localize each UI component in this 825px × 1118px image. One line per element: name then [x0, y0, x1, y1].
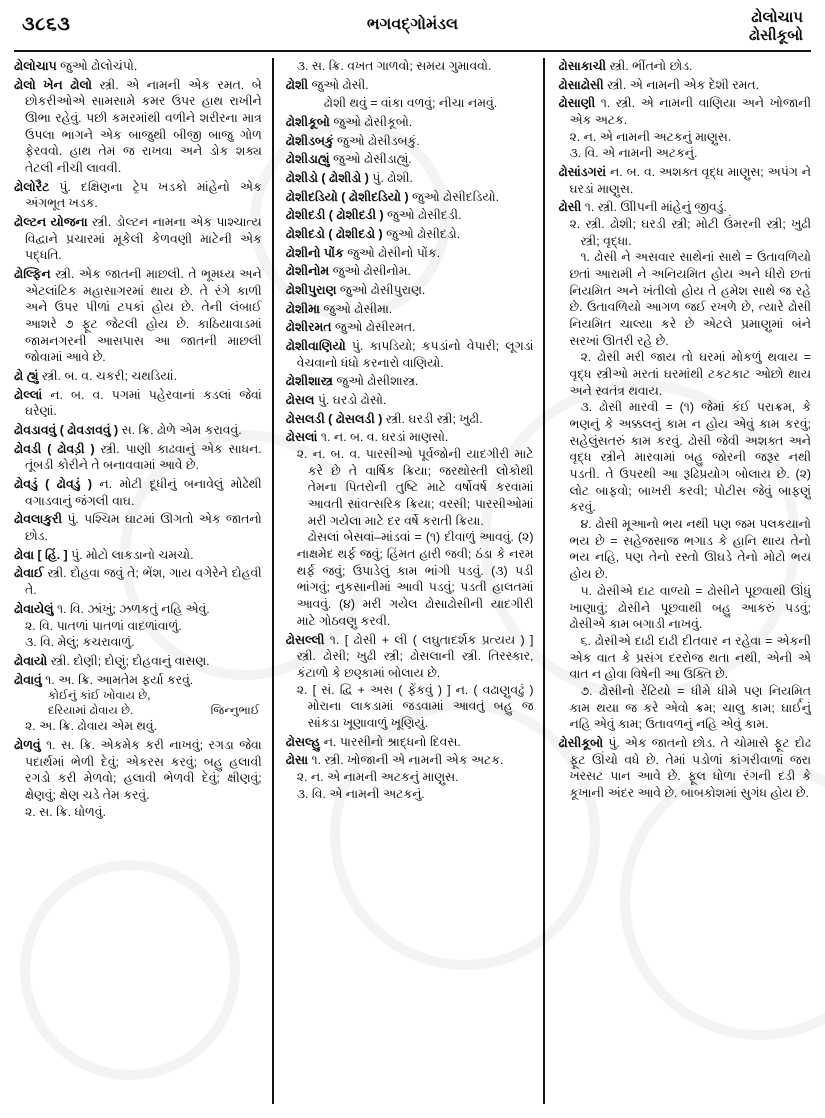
- page-header: [0, 0, 825, 52]
- phrase: ઢોશી થવું = વાંકા વળવું; નીચા નમવું.: [323, 96, 498, 111]
- verse-line: કોઈનું કાંઈ ખોવાય છે,: [48, 689, 151, 703]
- headword: ઢોસલ્લી: [285, 632, 325, 647]
- dictionary-entry: [286, 319, 534, 336]
- definition: સ. ક્રિ. વખત ગાળવો; સમય ગુમાવવો.: [311, 59, 492, 73]
- headword: ઢોસાઢોસી: [558, 77, 604, 92]
- dictionary-entry: [14, 547, 262, 564]
- sense-number: ૧.: [45, 672, 55, 687]
- headword: ઢોલ્લાં: [14, 387, 43, 402]
- sense-number: ૨.: [25, 804, 36, 819]
- definition: જુઓ ઢોસીદડી.: [387, 208, 462, 223]
- headword: ઢોવડાવવું ( ઢોવઙાવવું ): [14, 423, 119, 438]
- headword: ઢોશીપુરાણ: [285, 283, 337, 298]
- definition: અ. ક્રિ. ઢોવાય એમ થવું.: [39, 719, 158, 734]
- headword: ઢોલો ખેન ઢોલો: [14, 77, 92, 92]
- headword: ઢોસાકાચી: [558, 59, 607, 73]
- sense-number: ૨.: [296, 447, 308, 462]
- definition: સ્ત્રી. ઘરડી સ્ત્રી; ખુઢી.: [385, 411, 483, 426]
- dictionary-entry: [14, 441, 262, 474]
- definition: જુઓ ઢોસીપુરાણ.: [339, 283, 426, 298]
- sense-number: ૨.: [296, 682, 308, 697]
- headword: ઢોસીકૂબો: [558, 735, 604, 750]
- column-divider-2: [543, 58, 545, 1104]
- sense-number: ૧.: [320, 430, 331, 445]
- headword: ઢોવાવું: [14, 672, 42, 687]
- definition: ન. પારસીનો શ્રાદ્ધનો દિવસ.: [323, 734, 461, 749]
- headword: ઢોવલાકુરી: [14, 512, 63, 527]
- definition: જુઓ ઢોસીનોમ.: [332, 264, 411, 279]
- definition: પું. ઘરડો ઢોસો.: [317, 393, 387, 408]
- definition: સ્ત્રી. ડોલ્ટન નામના એક પાશ્ચાત્ય વિદ્વાને પ્રચારમાં મૂકેલી કેળવણી માટેની એક પદ્ધતિ.: [25, 215, 262, 263]
- headword: ઢોલોચાપ: [14, 59, 57, 73]
- idiom-phrase: ૪. ઢોસી મૂઆનો ભય નથી પણ જમ પલકયાનો ભય છે = સહેજસાજ ભગાડ કે હાનિ થાય તેનો ભય નહિ, પણ તેનો રસ્તો ઊઘડે તેનો મોટો ભય હોય છે.: [569, 517, 811, 582]
- dictionary-entry: [14, 422, 262, 439]
- header-rule: [14, 50, 811, 52]
- book-title: ભગવદ્ગોમંડલ: [366, 16, 459, 33]
- dictionary-entry: [14, 737, 262, 820]
- headword: ઢોસા: [285, 753, 309, 768]
- dictionary-entry: [286, 245, 534, 262]
- sense-number: ૨.: [25, 618, 36, 633]
- headword: ઢોસી: [558, 200, 582, 215]
- definition: જુઓ ઢોસીમા.: [323, 301, 393, 316]
- headword: ઢોવાયો: [14, 653, 48, 668]
- dictionary-entry: [14, 565, 262, 598]
- dictionary-entry: [286, 373, 534, 390]
- headword: ઢોશીદડી ( ઢોશીદડી ): [285, 208, 384, 223]
- column-divider-1: [272, 58, 274, 1104]
- dictionary-entry: [14, 672, 262, 735]
- dictionary-entry: [14, 601, 262, 651]
- dictionary-entry: [286, 189, 534, 206]
- dictionary-entry: [14, 476, 262, 509]
- definition: જુઓ ઢોલોચંપો.: [60, 59, 138, 73]
- definition: જુઓ ઢોસી.: [311, 77, 369, 92]
- definition: પું. દક્ષિણના ટ્રેપ ખડકો માંહેનો એક અંગભૂત ખડક.: [25, 179, 262, 211]
- definition: સ્ત્રી. ઢોશી; ઘરડી સ્ત્રી; મોટી ઉંમરની સ્ત્રી; ખુઢી સ્ત્રી; વૃદ્ધા.: [580, 217, 811, 248]
- definition: જુઓ ઢોસીડબકું.: [337, 133, 420, 148]
- idiom-phrase: ૫. ઢોસીએ દાટ વાળ્યો = ઢોસીને પૂછવાથી ઊંધું ખાણાવું; ઢોસીને પૂછવાથી બહુ આકરું પડવું; ઢોસીએ કામ બગાડી નાખવું.: [569, 583, 811, 632]
- headword: ઢોલોરૈટ: [14, 179, 50, 194]
- continued-sense: [286, 58, 534, 75]
- definition: જુઓ ઢોસીડાહ્યું.: [333, 152, 412, 167]
- definition: સ. ક્રિ. એકમેક કરી નાખવું; રગડા જેવા પદાર્થમાં ભેળી દેવું; એકરસ કરવું; બહુ હલાવી રગડો કરી મેળવો; હલાવી ભેળવી દેવું; ક્ષીણવું; ક્ષેણવું; ક્ષેણ ચડે તેમ કરવું.: [25, 737, 262, 802]
- definition: જુઓ ઢોસીકૂબો.: [333, 115, 413, 130]
- idiom-phrase: ૨. ઢોસી મરી જાય તો ઘરમાં મોકળું થવાય = વૃદ્ધ સ્ત્રીઓ મરતાં ઘરમાંથી ટકટકાટ ઓછો થાય અને સ્વતંત્ર થવાય.: [569, 350, 811, 398]
- dictionary-entry: [286, 411, 534, 428]
- definition: સ્ત્રી. દોણી; દોણું; દોહવાનું વાસણ.: [50, 653, 210, 668]
- guide-word-last: ઢોસીકૂબો: [748, 26, 803, 44]
- guide-word-first: ઢોલોચાપ: [751, 9, 803, 26]
- dictionary-entry: [286, 632, 534, 732]
- folio-number: ૩૮૬૩: [22, 14, 71, 35]
- headword: ઢો હ્યું: [14, 369, 39, 384]
- dictionary-entry: [14, 653, 262, 670]
- dictionary-entry: [286, 734, 534, 751]
- sense-number: ૨.: [25, 719, 36, 734]
- headword: ઢોશીકૂબો: [285, 115, 330, 130]
- headword: ઢોવડું ( ઢોવડું ): [14, 477, 92, 492]
- definition: વિ. મેલું; કચરાવાળું.: [40, 635, 135, 650]
- headword: ઢોશીવાણિયો: [285, 339, 346, 354]
- definition: ન. મોટી દૂધીનું બનાવેલું મોઢેથી વગાડવાનું જંગલી વાઘ.: [25, 477, 262, 508]
- dictionary-entry: [14, 387, 262, 420]
- dictionary-entry: [558, 95, 811, 162]
- guide-words: [749, 9, 803, 44]
- definition: સ્ત્રી. એ નામની વાણિયા અને ખોજાની એક અટક.: [569, 96, 811, 128]
- definition: પું. મોટો લાકડાનો ચમચો.: [71, 547, 194, 562]
- dictionary-entry: [286, 207, 534, 224]
- quote-attribution: જિન્નુભાઈ: [210, 704, 260, 718]
- headword: ઢોલ્ફિન: [14, 267, 51, 282]
- dictionary-entry: [286, 752, 534, 802]
- dictionary-entry: [286, 301, 534, 318]
- sense-number: ૨.: [569, 129, 581, 144]
- headword: ઢોશીદડિયો ( ઢોશીદડિયો ): [285, 189, 409, 204]
- definition: જુઓ ઢોસીદડો.: [386, 227, 461, 242]
- headword: ઢોશીડબકું: [285, 133, 334, 148]
- headword: ઢોળવું: [14, 737, 41, 752]
- definition: ન. એ નામની અટકનું માણુસ.: [310, 769, 459, 784]
- definition: ન. બ. વ. ઘરડાં માણસો.: [333, 430, 449, 445]
- definition: પું. કાપડિયો; કપડાંનો વેપારી; લૂગડાં વેચવાનો ધંધો કરનારો વાણિયો.: [296, 339, 534, 370]
- dictionary-entry: [558, 58, 811, 75]
- headword: ઢોશીદડો ( ઢોશીદડો ): [285, 227, 383, 242]
- headword: ઢોસલાં: [285, 430, 318, 445]
- dictionary-entry: [286, 226, 534, 243]
- headword: ઢોશી: [285, 77, 309, 92]
- sense-number: ૩.: [296, 59, 309, 73]
- dictionary-entry: [286, 282, 534, 299]
- headword: ઢોસાણી: [558, 96, 596, 111]
- definition: સ્ત્રી. પાણી કાઢવાનું એક સાધન. તૂંબડી કોરીને તે બનાવવામાં આવે છે.: [25, 441, 262, 473]
- headword: ઢોસલ્હુ: [285, 734, 321, 749]
- text-column-1: [14, 58, 270, 1104]
- dictionary-entry: [14, 77, 262, 177]
- sense-number: ૧.: [600, 96, 611, 111]
- dictionary-entry: [558, 199, 811, 733]
- dictionary-entry: [14, 266, 262, 366]
- headword: ઢોવાયેલું: [14, 601, 54, 616]
- dictionary-entry: [286, 77, 534, 94]
- dictionary-entry: [558, 164, 811, 197]
- dictionary-entry: [14, 214, 262, 264]
- dictionary-entry: [286, 151, 534, 168]
- verse-quotation: [14, 688, 262, 718]
- definition: પું. પશ્ચિમ ઘાટમાં ઊગતો એક જાતનો છોડ.: [25, 512, 262, 544]
- headword: ઢોશીડાહ્યું: [285, 152, 330, 167]
- dictionary-entry: [286, 263, 534, 280]
- definition: જુઓ ઢોસીશાસ્ત્ર.: [336, 374, 419, 389]
- dictionary-entry: [14, 368, 262, 385]
- definition: ન. એ નામની અટકનું માણુસ.: [583, 129, 732, 144]
- idiom-phrase: ૧. ઢોસી ને અસવાર સાથેનાં સાથે = ઉતાવળિયો છતાં આરામી ને અનિયમિત હોય અને ધીરો છતાં નિયમિત અને ખંતીલો હોય તે હમેશ સાથે જ રહે છે. ઉતાવળિયો આગળ જઈ રખળે છે, ત્યારે ઢોસી નિયમિત ચાલ્યા કરે છે એટલે પ્રમાણુમાં બંને સરખાં ઊતરી રહે છે.: [569, 250, 811, 348]
- headword: ઢોશીડો ( ઢોશીડો ): [285, 171, 369, 186]
- definition: વિ. એ નામની અટકનું.: [311, 786, 425, 801]
- dictionary-entry: [286, 338, 534, 371]
- definition: સ. ક્રિ. ધોળવું.: [39, 804, 106, 819]
- sense-number: ૧.: [56, 601, 67, 616]
- sense-number: ૩.: [296, 786, 309, 801]
- definition: સ્ત્રી. ભીંતનો છોડ.: [609, 59, 693, 73]
- definition: વિ. ઝાંખું; ઝળકતું નહિ એવું.: [69, 601, 210, 616]
- headword: ઢોશીનોમ: [285, 264, 330, 279]
- definition: સ્ત્રી. એ નામની એક દેશી રમત.: [607, 77, 760, 92]
- definition: જુઓ ઢોસીદડિયો.: [412, 189, 500, 204]
- definition: પું. એક જાતનો છોડ. તે ચોમાસે ફૂટ દોઢ ફૂટ ઊંચો વધે છે. તેમાં પડોળાં કાંગરીવાળાં જરા ખરસટ પાન આવે છે. ફૂલ ધોળા રંગની દડી કે કૂખાની અંદર આવે છે. બાબકોશમાં સુગંધ હોય છે.: [569, 735, 811, 800]
- dictionary-entry: [286, 392, 534, 409]
- text-column-3: [547, 58, 811, 1104]
- definition: સ. ક્રિ. ઢોળે એમ કરાવવું.: [121, 423, 242, 438]
- dictionary-entry: [558, 735, 811, 802]
- definition: સ્ત્રી. ખોજાની એ નામની એક અટક.: [324, 753, 504, 768]
- definition: વિ. એ નામની અટકનું.: [584, 146, 698, 161]
- definition: જુઓ ઢોસીનો પોંક.: [347, 245, 441, 260]
- definition: [ ઢોસી + લી ( લઘુતાદર્શક પ્રત્યય ) ] સ્ત્રી. ઢોસી; ખુઢી સ્ત્રી; ઢોસલાની સ્ત્રી. તિરસ્કાર, કંટાળો કે છણ્કામાં બોલાય છે.: [296, 632, 534, 680]
- definition: [ સં. દ્વિ + અસ ( ફેંકવું ) ] ન. ( વઢાણુવઢું ) મોરાના લાકડામાં જડવામાં આવતું બહુ જ સાંકડા ખૂણાવાળું ખૂણિયું.: [307, 682, 534, 730]
- headword: ઢોવા [ હિં. ]: [14, 547, 68, 562]
- sense-number: ૩.: [569, 146, 582, 161]
- definition: ન. બ. વ. પગમાં પહેરવાનાં કડલાં જેવાં ઘરેણાં.: [25, 387, 262, 419]
- dictionary-entry: [286, 429, 534, 629]
- dictionary-entry: [558, 77, 811, 94]
- headword: ઢોશીમા: [285, 301, 320, 316]
- dictionary-entry: [286, 170, 534, 187]
- dictionary-entry: [286, 114, 534, 131]
- columns-container: [14, 58, 811, 1104]
- definition: ન. બ. વ. પારસીઓ પૂર્વજોની યાદગીરી માટે કરે છે તે વાર્ષિક ક્રિયા; જરથોસ્તી લોકોથી તેમના પિતરોની તુષ્ટિ માટે વર્ષોવર્ષ કરવામાં આવતી સાંવત્સરિક ક્રિયા; વરસી; પારસીઓમાં મરી ગયેલા માટે દર વર્ષે કરાતી ક્રિયા.: [307, 447, 534, 528]
- definition: સ્ત્રી. એક જાતની માછલી. તે ભૂમધ્ય અને એટલાંટિક મહાસાગરમાં થાય છે. તે રંગે કાળી અને ઉપર પીળાં ટપકાં હોય છે. તેની લંબાઈ આશરે ૭ ફૂટ જેટલી હોય છે. કાઠિયાવાડમાં જામનગરની આસપાસ આ જાતની માછલી જોવામાં આવે છે.: [25, 267, 262, 365]
- sense-number: ૧.: [46, 737, 56, 752]
- idiom-phrase: [286, 95, 534, 112]
- definition: ન. બ. વ. અશક્ત વૃદ્ધ માણુસ; અપંગ ને ઘરડાં માણુસ.: [569, 165, 811, 196]
- definition: સ્ત્રી. એ નામની એક રમત. બે છોકરીઓએ સામસામે કમર ઉપર હાથ રાખીને ઊભા રહેવું. પછી કમરમાંથી વળીને શરીરના માત્ર ઉપલા ભાગને એક બાજુથી બીજી બાજુ ગોળ ફેરવવો. હાથ તેમ જ રાખવા અને ડોક શક્ય તેટલી નીચી લાવવી.: [25, 77, 262, 176]
- idiom-phrase: ૩. ઢોસી મારવી = (૧) જેમાં કંઈ પરાક્રમ, કે ભણનું કે અક્કલનું કામ ન હોય એવું કામ કરવું; સહેલુંસતરું કામ કરવું. ઢોસી જેવી અશક્ત અને વૃદ્ધ સ્ત્રીને મારવામાં બહુ જોરની જરૂર નથી પડતી. તે ઉપરથી આ રૂઢિપ્રયોગ બોલાય છે. (૨) લોટ બાફવો; બાખરી કરવી; પોટીસ જેવું બાફણું કરવું.: [569, 400, 811, 515]
- dictionary-entry: [14, 511, 262, 544]
- definition: સ્ત્રી. દોહવા જવું તે; ભેંશ, ગાય વગેરેને દોહવી તે.: [25, 566, 262, 598]
- definition: અ. ક્રિ. આમતેમ ફર્યા કરવું.: [58, 672, 194, 687]
- headword: ઢોશીરમત: [285, 320, 332, 335]
- sense-number: ૨.: [569, 217, 581, 232]
- sense-number: ૧.: [311, 753, 322, 768]
- idiom-phrase: ૬. ઢોસીએ દાઢી દાઢી દીતવાર ન રહેવા = એકની એક વાત કે પ્રસંગ દરરોજ થતા નથી, એની એ વાત ન હોવા વિષેની આ ઉક્તિ છે.: [569, 633, 811, 682]
- headword: ઢોવાઈ: [14, 566, 44, 581]
- idiom-phrase: ઢોસલાં બેસવાં–માંડવાં = (૧) દીવાળું આવવું. (૨) નાક્ષમેદ થર્ફ જવું; હિંમત હારી જવી; ઠંડા કે નરમ થર્ફ જવું; ઉપાડેલું કામ ભાંગી પડવું. (૩) પડી ભાંગવું; નુકસાનીમાં આવી પડવું; પડતી હાલતમાં આવવું. (૪) મરી ગયેલ ઢોસાઢોસીની યાદગીરી માટે ગોઠવણુ કરવી.: [296, 530, 534, 628]
- verse-line: દરિયામાં ઢોવાય છે.: [48, 704, 134, 718]
- headword: ઢોશીનો પોંક: [285, 245, 344, 260]
- headword: ઢોવડી ( ઢોવડ઼ી ): [14, 441, 95, 456]
- dictionary-entry: [14, 58, 262, 75]
- sense-number: ૧.: [584, 200, 595, 215]
- definition: જુઓ ઢોસીરમત.: [334, 320, 416, 335]
- idiom-phrase: ૭. ઢોસીનો રેંટિયો = ધીમે ધીમે પણ નિયમિત કામ થયા જ કરે એવો ક્રમ; ચાલુ કામ; ઘાર્ઈનું નહિ એવું કામ; ઉતાવળનું નહિ એવું કામ.: [569, 683, 811, 732]
- definition: સ્ત્રી. બ. વ. ચકરી; ચથડિયાં.: [41, 369, 178, 384]
- text-column-2: [276, 58, 542, 1104]
- definition: વિ. પાતળાં પાતળાં વાદળાંવાળું.: [39, 618, 182, 633]
- headword: ઢોસલ: [285, 393, 315, 408]
- headword: ઢોસાંડગરાં: [558, 165, 607, 180]
- dictionary-entry: [286, 133, 534, 150]
- dictionary-entry: [14, 179, 262, 212]
- definition: સ્ત્રી. ઊીપની માંહેનું જીવડું.: [597, 200, 727, 215]
- headword: ઢોલ્ટન યોજના: [14, 215, 88, 230]
- sense-number: ૧.: [329, 632, 340, 647]
- sense-number: ૨.: [296, 769, 308, 784]
- sense-number: ૩.: [25, 635, 37, 650]
- headword: ઢોશીશાસ્ત્ર: [285, 374, 333, 389]
- headword: ઢોસલડી ( ઢોસલડી ): [285, 411, 383, 426]
- definition: પું. ઢોશી.: [372, 171, 414, 186]
